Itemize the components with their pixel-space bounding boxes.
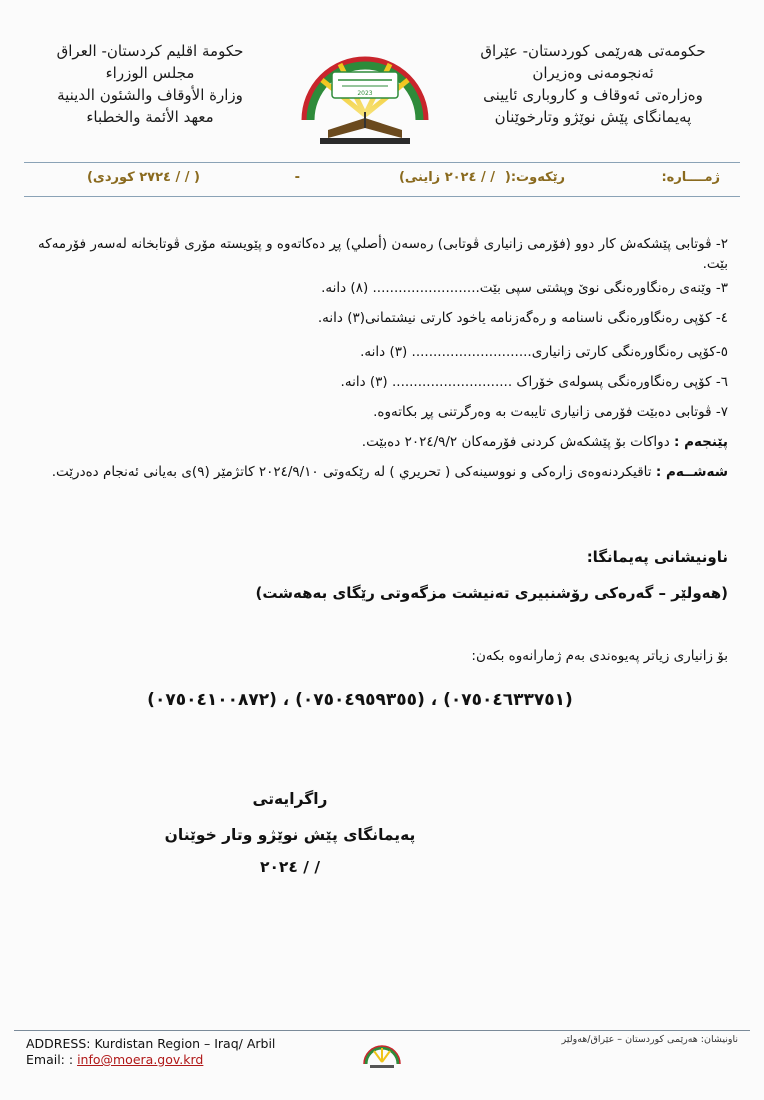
header-kurdish-line-3: وەزارەتی ئەوقاف و کاروباری ئایینی [483, 86, 703, 104]
address-value: (هەولێر – گەرەکی رۆشنبیری تەنیشت مزگەوتی رێگای بەهەشت) [255, 584, 728, 602]
requirement-item-6: ٦- کۆپی رەنگاورەنگی پسولەی خۆراک ............................ (٣) دانە. [340, 374, 728, 390]
header-kurdish-line-2: ئەنجومەنی وەزیران [532, 64, 654, 82]
header-arabic-line-1: حكومة اقليم كردستان- العراق [56, 42, 244, 60]
sixth-paragraph [28, 462, 728, 482]
footer-logo-icon [360, 1034, 404, 1074]
footer-address-line: ADDRESS: Kurdistan Region – Iraq/ Arbil [26, 1036, 276, 1051]
header-kurdish-line-4: پەیمانگای پێش نوێژو وتارخوێنان [494, 108, 692, 126]
requirement-item-2: ٢- ڤوتابی پێشکەش کار دوو (فۆرمی زانیاری ڤوتابی) رەسەن (أصلي) پڕ دەکاتەوە و پێویستە مۆری ڤوتابخانە لەسەر فۆرمەکە بێت. [38, 236, 728, 272]
logo-year: 2023 [357, 90, 373, 97]
signature-date: / / ٢٠٢٤ [260, 858, 320, 876]
footer-email-link[interactable]: info@moera.gov.krd [77, 1052, 204, 1067]
footer-divider [14, 1030, 750, 1031]
header-arabic-line-4: معهد الأئمة والخطباء [86, 108, 214, 126]
sixth-text: تاقیکردنەوەی زارەکی و نووسینەکی ( تحريري ) لە رێکەوتی ٢٠٢٤/٩/١٠ کاتژمێر (٩)ی بەیانی ئەنجام دەدرێت. [51, 464, 656, 480]
fifth-paragraph [28, 432, 728, 452]
contact-intro: بۆ زانیاری زیاتر پەیوەندی بەم ژمارانەوە بکەن: [471, 648, 728, 664]
requirement-item-7: ٧- ڤوتابی دەبێت فۆرمی زانیاری تایبەت بە وەرگرتنی پڕ بکاتەوە. [373, 404, 728, 420]
header-arabic-line-3: وزارة الأوقاف والشئون الدينية [57, 86, 243, 104]
header-arabic [30, 40, 270, 128]
signature-institute: پەیمانگای پێش نوێژو وتار خوێنان [164, 826, 416, 844]
address-heading: ناونیشانی پەیمانگا: [586, 548, 728, 566]
header-kurdish [478, 40, 708, 128]
reference-divider [24, 196, 740, 197]
requirement-item-5: ٥-کۆپی رەنگاورەنگی کارتی زانیاری............................ (٣) دانە. [360, 344, 728, 360]
requirement-item-3: ٣- وێنەی رەنگاورەنگی نوێ وپشتی سپی بێت......................... (٨) دانە. [321, 280, 728, 296]
fifth-label: پێنجەم : [674, 434, 728, 450]
header-arabic-line-2: مجلس الوزراء [105, 64, 195, 82]
footer-address-en [26, 1036, 275, 1068]
reference-line [40, 170, 720, 192]
footer-address-ku: ناونیشان: هەرێمی کوردستان – عێراق/هەولێر [561, 1034, 738, 1045]
header-kurdish-line-1: حکومەتی هەرێمی کوردستان- عێراق [480, 42, 706, 60]
fifth-text: دواکات بۆ پێشکەش کردنی فۆرمەکان ٢٠٢٤/٩/٢ دەبێت. [361, 434, 674, 450]
reference-dash: - [294, 170, 300, 185]
reference-number-label: ژمــــاره: [661, 170, 720, 185]
contact-phones: (٠٧٥٠٤٦٣٣٧٥١) ، (٠٧٥٠٤٩٥٩٣٥٥) ، (٠٧٥٠٤١٠٠٨٧٢) [147, 690, 573, 710]
footer-email-label: Email: : [26, 1052, 74, 1067]
institute-logo [290, 20, 440, 160]
sixth-label: شەشــەم : [655, 464, 728, 480]
reference-date-gregorian: / / ٢٠٢٤ زاینی) [398, 170, 495, 185]
header-divider [24, 162, 740, 163]
reference-date-kurdish: ( / / ٢٧٢٤ کوردی) [86, 170, 200, 185]
signature-title: راگرایەتی [252, 790, 328, 808]
reference-date-label: رێکەوت:( [504, 170, 565, 185]
requirement-item-4: ٤- کۆپی رەنگاورەنگی ناسنامە و رەگەزنامە یاخود کارتی نیشتمانی(٣) دانە. [317, 310, 728, 326]
footer-email-line [26, 1052, 275, 1068]
